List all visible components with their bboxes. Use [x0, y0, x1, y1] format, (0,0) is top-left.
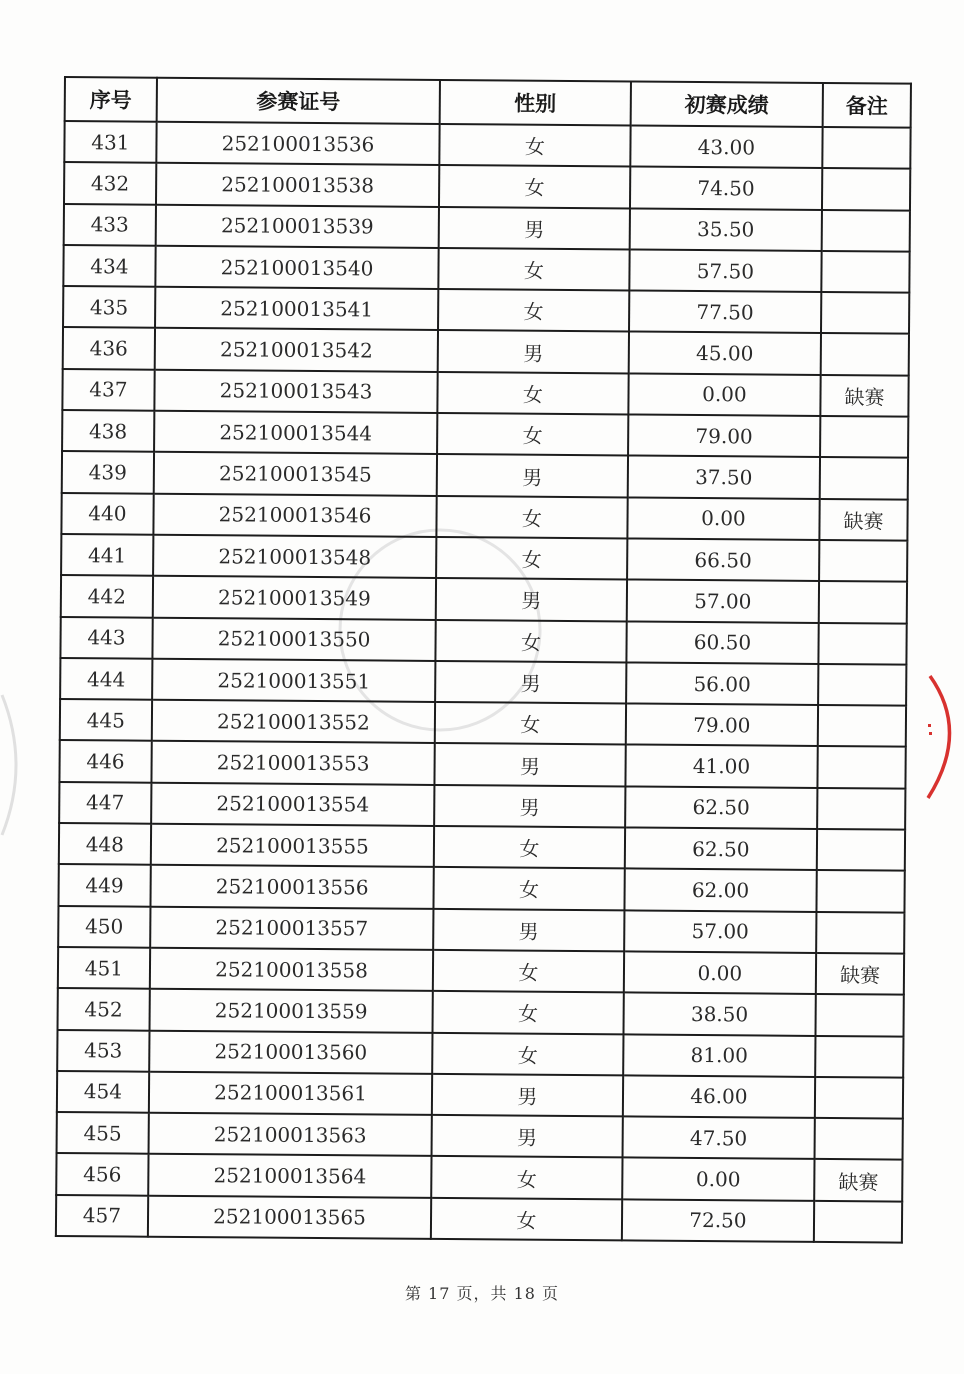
cell-score: 79.00 — [625, 704, 818, 747]
cell-score: 57.00 — [626, 580, 819, 623]
cell-score: 57.00 — [624, 910, 817, 953]
cell-sex: 男 — [434, 785, 625, 828]
cell-seq: 453 — [57, 1030, 149, 1072]
cell-sex: 男 — [439, 207, 630, 250]
cell-score: 47.50 — [622, 1117, 815, 1160]
cell-seq: 440 — [61, 493, 153, 535]
cell-sex: 女 — [435, 702, 626, 745]
table-row — [64, 162, 910, 210]
table-row — [58, 864, 904, 912]
cell-id: 252100013545 — [154, 452, 438, 496]
cell-id: 252100013558 — [150, 948, 434, 992]
header-note: 备注 — [823, 83, 911, 128]
cell-id: 252100013540 — [155, 246, 439, 290]
cell-note — [822, 127, 910, 169]
cell-id: 252100013541 — [155, 287, 439, 331]
cell-id: 252100013549 — [153, 576, 437, 620]
cell-sex: 女 — [436, 537, 627, 580]
cell-id: 252100013553 — [151, 741, 435, 785]
cell-score: 0.00 — [628, 373, 821, 416]
cell-score: 56.00 — [626, 662, 819, 705]
cell-id: 252100013557 — [150, 906, 434, 950]
cell-seq: 455 — [57, 1112, 149, 1154]
cell-seq: 448 — [59, 823, 151, 865]
cell-sex: 女 — [433, 950, 624, 993]
cell-seq: 434 — [63, 245, 155, 287]
table-row — [56, 1153, 902, 1201]
table-row — [63, 327, 909, 375]
cell-seq: 433 — [64, 204, 156, 246]
cell-id: 252100013565 — [148, 1195, 432, 1239]
table-row — [57, 1071, 903, 1119]
cell-note — [814, 1201, 902, 1243]
cell-note: 缺赛 — [821, 375, 909, 417]
cell-sex: 男 — [436, 578, 627, 621]
cell-seq: 438 — [62, 410, 154, 452]
cell-id: 252100013550 — [152, 617, 436, 661]
cell-note — [821, 292, 909, 334]
score-table — [55, 76, 912, 1244]
cell-seq: 444 — [60, 658, 152, 700]
cell-seq: 431 — [64, 121, 156, 163]
table-row — [62, 410, 908, 458]
cell-note — [821, 333, 909, 375]
cell-seq: 449 — [58, 864, 150, 906]
cell-note: 缺赛 — [820, 499, 908, 541]
cell-id: 252100013559 — [149, 989, 433, 1033]
cell-note: 缺赛 — [814, 1159, 902, 1201]
cell-sex: 女 — [438, 372, 629, 415]
table-row — [62, 451, 908, 499]
cell-note — [822, 210, 910, 252]
cell-note: 缺赛 — [816, 953, 904, 995]
cell-sex: 女 — [439, 248, 630, 291]
cell-score: 62.50 — [625, 786, 818, 829]
cell-sex: 女 — [434, 867, 625, 910]
cell-score: 0.00 — [627, 497, 820, 540]
cell-seq: 442 — [61, 575, 153, 617]
cell-sex: 男 — [433, 909, 624, 952]
cell-sex: 男 — [437, 454, 628, 497]
cell-sex: 女 — [437, 413, 628, 456]
table-body — [56, 121, 911, 1243]
cell-score: 72.50 — [621, 1199, 814, 1242]
table-row — [63, 286, 909, 334]
header-score: 初赛成绩 — [630, 81, 823, 127]
cell-score: 57.50 — [629, 249, 822, 292]
page-footer: 第 17 页，共 18 页 — [404, 1284, 560, 1303]
table-row — [58, 947, 904, 995]
cell-note — [821, 251, 909, 293]
cell-note — [818, 705, 906, 747]
cell-sex: 女 — [436, 620, 627, 663]
table-row — [62, 369, 908, 417]
cell-sex: 女 — [440, 124, 631, 167]
cell-id: 252100013538 — [156, 163, 440, 207]
cell-seq: 436 — [63, 327, 155, 369]
cell-sex: 女 — [431, 1156, 622, 1199]
cell-sex: 女 — [439, 165, 630, 208]
cell-score: 0.00 — [623, 951, 816, 994]
cell-seq: 447 — [59, 782, 151, 824]
cell-score: 79.00 — [628, 415, 821, 458]
cell-sex: 男 — [435, 743, 626, 786]
table-header-row — [65, 77, 911, 128]
cell-seq: 443 — [60, 617, 152, 659]
cell-id: 252100013552 — [152, 700, 436, 744]
cell-score: 62.50 — [624, 827, 817, 870]
cell-note — [820, 416, 908, 458]
cell-note — [817, 788, 905, 830]
cell-sex: 女 — [431, 1198, 622, 1241]
cell-seq: 445 — [60, 699, 152, 741]
table-row — [57, 1112, 903, 1160]
cell-seq: 441 — [61, 534, 153, 576]
cell-note — [818, 746, 906, 788]
cell-id: 252100013548 — [153, 535, 437, 579]
cell-score: 35.50 — [629, 208, 822, 251]
cell-id: 252100013561 — [149, 1072, 433, 1116]
cell-sex: 男 — [435, 661, 626, 704]
cell-id: 252100013542 — [154, 328, 438, 372]
cell-sex: 女 — [433, 991, 624, 1034]
cell-seq: 457 — [56, 1195, 148, 1237]
cell-id: 252100013543 — [154, 370, 438, 414]
cell-score: 0.00 — [622, 1158, 815, 1201]
cell-id: 252100013546 — [153, 493, 437, 537]
cell-seq: 432 — [64, 162, 156, 204]
cell-score: 41.00 — [625, 745, 818, 788]
cell-score: 38.50 — [623, 993, 816, 1036]
cell-note — [816, 912, 904, 954]
table-row — [60, 617, 906, 665]
cell-score: 46.00 — [622, 1075, 815, 1118]
cell-id: 252100013564 — [148, 1154, 432, 1198]
cell-score: 74.50 — [630, 167, 823, 210]
table-row — [61, 534, 907, 582]
cell-note — [819, 540, 907, 582]
table-row — [59, 740, 905, 788]
cell-id: 252100013563 — [148, 1113, 432, 1157]
cell-note — [815, 1035, 903, 1077]
cell-id: 252100013539 — [155, 204, 439, 248]
cell-seq: 446 — [59, 740, 151, 782]
table-row — [58, 906, 904, 954]
header-sex: 性别 — [440, 80, 631, 125]
table-row — [64, 121, 910, 169]
cell-seq: 454 — [57, 1071, 149, 1113]
cell-seq: 435 — [63, 286, 155, 328]
cell-sex: 男 — [438, 330, 629, 373]
cell-seq: 439 — [62, 451, 154, 493]
cell-seq: 456 — [56, 1153, 148, 1195]
cell-note — [815, 1118, 903, 1160]
cell-score: 37.50 — [627, 456, 820, 499]
cell-id: 252100013560 — [149, 1030, 433, 1074]
table-row — [60, 658, 906, 706]
cell-note — [818, 664, 906, 706]
cell-id: 252100013554 — [151, 782, 435, 826]
table-row — [60, 699, 906, 747]
cell-seq: 451 — [58, 947, 150, 989]
faint-edge-mark — [0, 690, 30, 840]
table-row — [59, 823, 905, 871]
cell-note — [819, 623, 907, 665]
cell-note — [815, 1077, 903, 1119]
cell-score: 60.50 — [626, 621, 819, 664]
cell-id: 252100013551 — [152, 659, 436, 703]
cell-sex: 女 — [432, 1032, 623, 1075]
cell-score: 62.00 — [624, 869, 817, 912]
cell-note — [817, 870, 905, 912]
table-row — [58, 988, 904, 1036]
table-row — [64, 204, 910, 252]
cell-sex: 男 — [432, 1115, 623, 1158]
cell-note — [822, 168, 910, 210]
cell-score: 81.00 — [623, 1034, 816, 1077]
cell-score: 43.00 — [630, 125, 823, 168]
table-row — [63, 245, 909, 293]
red-seal-fragment — [924, 672, 958, 802]
cell-score: 66.50 — [627, 538, 820, 581]
cell-seq: 437 — [62, 369, 154, 411]
header-seq: 序号 — [65, 77, 157, 122]
cell-seq: 452 — [58, 988, 150, 1030]
cell-score: 45.00 — [628, 332, 821, 375]
cell-note — [819, 581, 907, 623]
cell-sex: 女 — [438, 289, 629, 332]
cell-note — [816, 994, 904, 1036]
cell-sex: 男 — [432, 1074, 623, 1117]
table-row — [57, 1030, 903, 1078]
table-row — [56, 1195, 902, 1243]
cell-score: 77.50 — [629, 291, 822, 334]
cell-id: 252100013544 — [154, 411, 438, 455]
cell-seq: 450 — [58, 906, 150, 948]
table-row — [59, 782, 905, 830]
cell-sex: 女 — [434, 826, 625, 869]
cell-id: 252100013536 — [156, 122, 440, 166]
table-row — [61, 575, 907, 623]
table-row — [61, 493, 907, 541]
cell-sex: 女 — [437, 496, 628, 539]
cell-id: 252100013555 — [151, 824, 435, 868]
header-id: 参赛证号 — [156, 78, 440, 124]
cell-id: 252100013556 — [150, 865, 434, 909]
cell-note — [817, 829, 905, 871]
cell-note — [820, 457, 908, 499]
